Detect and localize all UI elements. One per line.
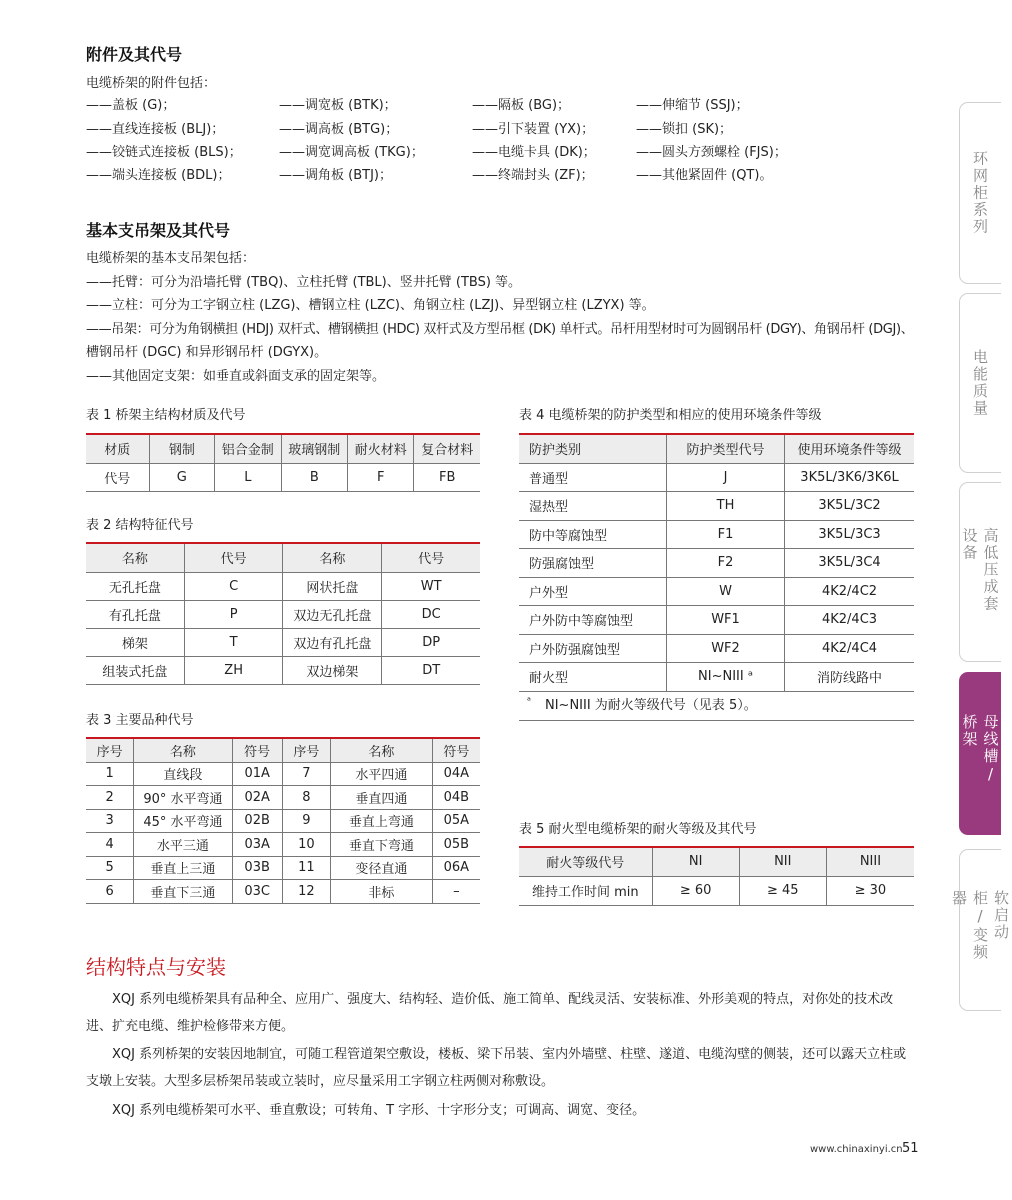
table-cell: 垂直下三通 [134, 880, 232, 904]
table-cell: 90° 水平弯通 [134, 786, 232, 810]
table-cell: 普通型 [519, 463, 666, 492]
table1-caption: 表 1 桥架主结构材质及代号 [86, 408, 246, 423]
table-cell: 3 [86, 809, 134, 833]
table-row [519, 876, 914, 905]
table-cell: TH [666, 492, 784, 521]
table-header-cell: 名称 [283, 543, 382, 572]
accessory-item: ——调宽板 (BTK)； [279, 98, 397, 113]
table-cell: F [348, 463, 414, 491]
table-cell: 12 [282, 880, 330, 904]
table-cell: 代号 [86, 463, 149, 491]
table-cell: 03A [232, 833, 282, 857]
side-tab-switchgear[interactable] [959, 482, 1001, 662]
table-header-cell: 防护类别 [519, 434, 666, 463]
table-cell: 消防线路中 [785, 663, 914, 692]
table-row [86, 833, 480, 857]
table4-note [519, 694, 914, 721]
table-cell: 户外防强腐蚀型 [519, 634, 666, 663]
table-cell: 网状托盘 [283, 572, 382, 600]
table-header-cell: 代号 [382, 543, 480, 572]
note-text: NI~NIII 为耐火等级代号（见表 5）。 [545, 698, 757, 713]
table-cell: 7 [282, 762, 330, 786]
table-header-cell: 符号 [432, 738, 480, 762]
table-cell: 4K2/4C2 [785, 577, 914, 606]
table-cell: 45° 水平弯通 [134, 809, 232, 833]
table-cell: 5 [86, 856, 134, 880]
table-row [86, 572, 480, 600]
table-cell: 8 [282, 786, 330, 810]
table-cell: 1 [86, 762, 134, 786]
table-cell: 湿热型 [519, 492, 666, 521]
side-tab-busway-tray[interactable] [959, 672, 1001, 835]
accessory-row [86, 118, 846, 142]
table-cell: 非标 [330, 880, 432, 904]
table-cell: F2 [666, 549, 784, 578]
accessory-item: ——铰链式连接板 (BLS)； [86, 145, 242, 160]
table-cell: DC [382, 600, 480, 628]
page-number: 51 [902, 1141, 919, 1156]
structure-paragraph: XQJ 系列电缆桥架具有品种全、应用广、强度大、结构轻、造价低、施工简单、配线灵活、安装标准、外形美观的特点，对你处的技术改进、扩充电缆、维护检修带来方便。 [86, 992, 894, 1034]
table-row [519, 463, 914, 492]
table-cell: WF1 [666, 606, 784, 635]
accessory-item: ——锁扣 (SK)； [636, 122, 733, 137]
table-cell: DP [382, 628, 480, 656]
table-cell: L [215, 463, 281, 491]
table-cell: 02B [232, 809, 282, 833]
table-row [86, 856, 480, 880]
table2-caption: 表 2 结构特征代号 [86, 518, 194, 533]
table-header-cell: NII [739, 847, 826, 876]
table-header-cell: 符号 [232, 738, 282, 762]
table2 [86, 542, 480, 685]
table-header-cell: 防护类型代号 [666, 434, 784, 463]
side-tab-label: 电能质量 [971, 349, 989, 417]
table-cell: 无孔托盘 [86, 572, 184, 600]
table-header-cell: NIII [826, 847, 914, 876]
table-cell: 户外型 [519, 577, 666, 606]
side-tab-ring-main-unit[interactable] [959, 102, 1001, 284]
table-cell: ≥ 30 [826, 876, 914, 905]
table-cell: 防中等腐蚀型 [519, 520, 666, 549]
supports-line: ——其他固定支架：如垂直或斜面支承的固定架等。 [86, 368, 386, 384]
supports-line: 槽钢吊杆 (DGC) 和异形钢吊杆 (DGYX)。 [86, 345, 328, 360]
accessory-item: ——调角板 (BTJ)； [279, 168, 392, 183]
footer-url: www.chinaxinyi.cn [810, 1144, 903, 1155]
accessory-item: ——终端封头 (ZF)； [472, 168, 594, 183]
table-row [86, 656, 480, 684]
table-header-cell: 耐火材料 [348, 434, 414, 463]
table-row [86, 880, 480, 904]
table-cell: WF2 [666, 634, 784, 663]
table-cell: 2 [86, 786, 134, 810]
table-cell: 3K5L/3C4 [785, 549, 914, 578]
table-cell: 03B [232, 856, 282, 880]
table-cell: 维持工作时间 min [519, 876, 652, 905]
accessory-item: ——盖板 (G)； [86, 98, 176, 113]
side-tab-label: 软启动柜/变频器 [950, 890, 1010, 961]
table-cell: DT [382, 656, 480, 684]
supports-text [86, 247, 926, 388]
table-row [86, 628, 480, 656]
table-cell: 10 [282, 833, 330, 857]
table-cell: C [184, 572, 283, 600]
accessory-item: ——引下装置 (YX)； [472, 122, 595, 137]
table-cell: B [281, 463, 347, 491]
accessories-heading: 附件及其代号 [86, 45, 183, 64]
structure-paragraph: XQJ 系列桥架的安装因地制宜，可随工程管道架空敷设，楼板、梁下吊装、室内外墙壁、柱壁、遂道、电缆沟壁的侧装，还可以露天立柱或支墩上安装。大型多层桥架吊装或立装时，应尽量采用工字钢立柱两侧对称敷设。 [86, 1047, 907, 1089]
table-cell: W [666, 577, 784, 606]
table-cell: F1 [666, 520, 784, 549]
table-header-cell: 名称 [86, 543, 184, 572]
table-cell: 双边梯架 [283, 656, 382, 684]
table-cell: 9 [282, 809, 330, 833]
table4-caption: 表 4 电缆桥架的防护类型和相应的使用环境条件等级 [519, 408, 822, 423]
accessory-row [86, 94, 846, 118]
table-cell: 双边有孔托盘 [283, 628, 382, 656]
table-header-cell: 名称 [134, 738, 232, 762]
table-cell: P [184, 600, 283, 628]
table-cell: 垂直四通 [330, 786, 432, 810]
table-cell: 05B [432, 833, 480, 857]
table-cell: FB [414, 463, 480, 491]
table-row [519, 577, 914, 606]
table-cell: 垂直上弯通 [330, 809, 432, 833]
table-cell: NI~NIII ᵃ [666, 663, 784, 692]
note-marker: ᵃ [527, 696, 531, 707]
table-cell: 04A [432, 762, 480, 786]
table-header-cell: 代号 [184, 543, 283, 572]
accessory-item: ——伸缩节 (SSJ)； [636, 98, 749, 113]
table-row [86, 600, 480, 628]
table-row [519, 663, 914, 692]
table-cell: 垂直上三通 [134, 856, 232, 880]
table3 [86, 737, 480, 904]
table-cell: 组装式托盘 [86, 656, 184, 684]
table-cell: ZH [184, 656, 283, 684]
table-cell: 6 [86, 880, 134, 904]
table-cell: 3K5L/3C3 [785, 520, 914, 549]
accessory-item: ——端头连接板 (BDL)； [86, 168, 231, 183]
accessory-item: ——隔板 (BG)； [472, 98, 571, 113]
table-cell: 4K2/4C3 [785, 606, 914, 635]
supports-line: ——吊架：可分为角钢横担 (HDJ) 双杆式、槽钢横担 (HDC) 双杆式及方型吊框 (DK) 单杆式。吊杆用型材时可为圆钢吊杆 (DGY)、角钢吊杆 (DGJ)、 [86, 321, 914, 337]
table-cell: 防强腐蚀型 [519, 549, 666, 578]
accessory-item: ——调高板 (BTG)； [279, 122, 399, 137]
table-row [519, 520, 914, 549]
table5 [519, 846, 914, 906]
table-header-cell: 序号 [86, 738, 134, 762]
table-cell: 02A [232, 786, 282, 810]
table-cell: 耐火型 [519, 663, 666, 692]
table-cell: J [666, 463, 784, 492]
table-cell: 3K5L/3K6/3K6L [785, 463, 914, 492]
table-cell: 垂直下弯通 [330, 833, 432, 857]
accessory-item: ——电缆卡具 (DK)； [472, 145, 596, 160]
table-header-cell: 名称 [330, 738, 432, 762]
table-row [86, 463, 480, 491]
accessory-item: ——直线连接板 (BLJ)； [86, 122, 225, 137]
supports-heading: 基本支吊架及其代号 [86, 221, 231, 240]
table-cell: 变径直通 [330, 856, 432, 880]
table-cell: 4 [86, 833, 134, 857]
table-header-cell: 序号 [282, 738, 330, 762]
table-header-cell: 材质 [86, 434, 149, 463]
table-cell: 11 [282, 856, 330, 880]
supports-line: ——托臂：可分为沿墙托臂 (TBQ)、立柱托臂 (TBL)、竖井托臂 (TBS) 等。 [86, 274, 522, 290]
accessory-item: ——调宽调高板 (TKG)； [279, 145, 424, 160]
table-row [519, 549, 914, 578]
table-cell: 户外防中等腐蚀型 [519, 606, 666, 635]
accessory-row [86, 164, 846, 188]
accessory-row [86, 141, 846, 165]
table-cell: 水平三通 [134, 833, 232, 857]
structure-heading: 结构特点与安装 [86, 955, 226, 979]
table-cell: 双边无孔托盘 [283, 600, 382, 628]
side-tab-label: 母线槽/桥架 [960, 713, 1000, 785]
table-cell: 梯架 [86, 628, 184, 656]
side-tab-power-quality[interactable] [959, 293, 1001, 473]
accessories-intro: 电缆桥架的附件包括： [86, 76, 217, 91]
table-cell: 01A [232, 762, 282, 786]
table5-caption: 表 5 耐火型电缆桥架的耐火等级及其代号 [519, 822, 757, 837]
table-row [86, 762, 480, 786]
table-row [519, 634, 914, 663]
table-header-cell: 玻璃钢制 [281, 434, 347, 463]
table-cell: 04B [432, 786, 480, 810]
table-cell: 有孔托盘 [86, 600, 184, 628]
table-header-cell: 耐火等级代号 [519, 847, 652, 876]
table-cell: 03C [232, 880, 282, 904]
side-tab-soft-starter[interactable] [950, 849, 1010, 1011]
table-cell: ≥ 45 [739, 876, 826, 905]
table-cell: 05A [432, 809, 480, 833]
table-cell: 直线段 [134, 762, 232, 786]
table3-caption: 表 3 主要品种代号 [86, 713, 194, 728]
table-cell: – [432, 880, 480, 904]
table-header-cell: 使用环境条件等级 [785, 434, 914, 463]
supports-line: 电缆桥架的基本支吊架包括： [86, 251, 256, 266]
table-row [86, 786, 480, 810]
table-header-cell: 铝合金制 [215, 434, 281, 463]
table-cell: 06A [432, 856, 480, 880]
side-tab-label: 高低压成套设备 [960, 527, 1000, 613]
table-header-cell: 复合材料 [414, 434, 480, 463]
supports-line: ——立柱：可分为工字钢立柱 (LZG)、槽钢立柱 (LZC)、角钢立柱 (LZJ)、异型钢立柱 (LZYX) 等。 [86, 298, 655, 313]
table-cell: WT [382, 572, 480, 600]
accessory-item: ——圆头方颈螺栓 (FJS)； [636, 145, 787, 160]
table-row [519, 492, 914, 521]
table-cell: T [184, 628, 283, 656]
table-row [519, 606, 914, 635]
accessory-item: ——其他紧固件 (QT)。 [636, 168, 773, 183]
table-row [86, 809, 480, 833]
table-cell: 3K5L/3C2 [785, 492, 914, 521]
table-cell: ≥ 60 [652, 876, 739, 905]
table1 [86, 433, 480, 492]
table-header-cell: NI [652, 847, 739, 876]
table-header-cell: 钢制 [149, 434, 215, 463]
table-cell: 水平四通 [330, 762, 432, 786]
table-cell: 4K2/4C4 [785, 634, 914, 663]
structure-paragraph: XQJ 系列电缆桥架可水平、垂直敷设；可转角、T 字形、十字形分支；可调高、调宽、变径。 [112, 1103, 646, 1118]
table4 [519, 433, 914, 692]
table-cell: G [149, 463, 215, 491]
side-tab-label: 环网柜系列 [971, 150, 989, 236]
